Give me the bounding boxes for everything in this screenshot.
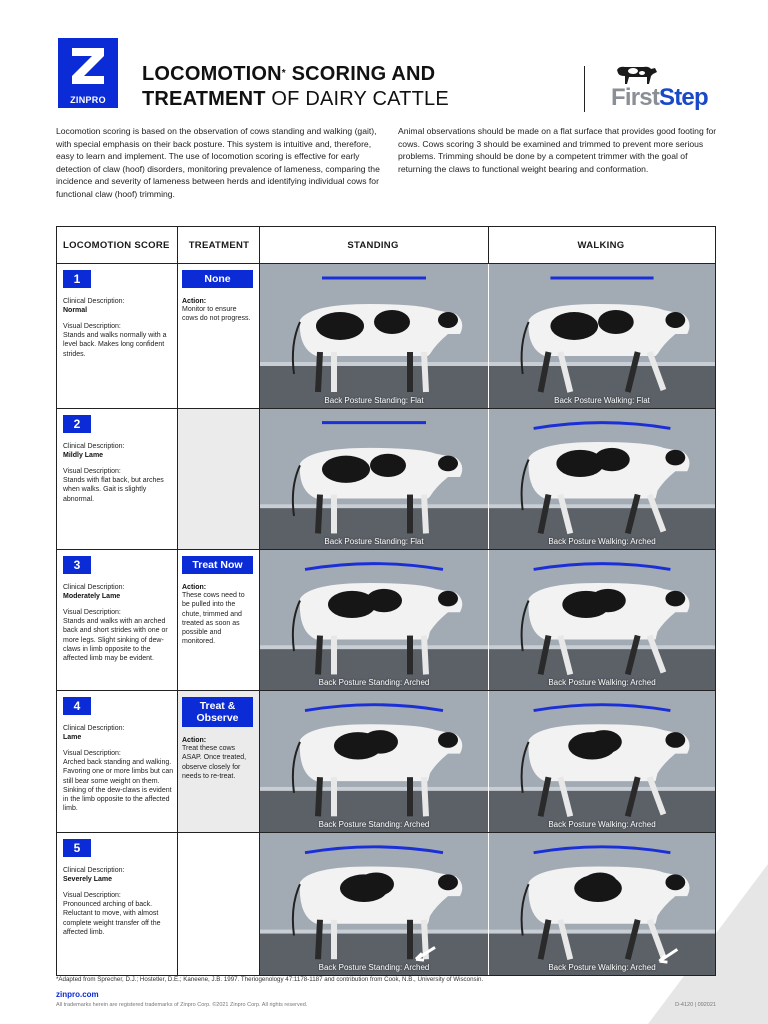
score-badge: 5 <box>63 839 91 857</box>
walking-caption: Back Posture Walking: Flat <box>554 396 650 405</box>
action-label: Action: <box>182 737 207 744</box>
standing-caption: Back Posture Standing: Flat <box>324 396 424 405</box>
action-label: Action: <box>182 298 207 305</box>
score-row-5 <box>57 832 715 975</box>
score-row-4 <box>57 690 715 832</box>
website-link[interactable]: zinpro.com <box>56 990 99 999</box>
treatment-badge: Treat & Observe <box>182 697 253 727</box>
standing-caption: Back Posture Standing: Arched <box>318 820 430 829</box>
clinical-description: Normal <box>63 307 88 314</box>
page-title: LOCOMOTION* SCORING AND TREATMENT OF DAIRY CATTLE <box>142 63 449 110</box>
walking-caption: Back Posture Walking: Arched <box>548 820 656 829</box>
score-badge: 4 <box>63 697 91 715</box>
walking-photo <box>489 409 715 549</box>
score-cell <box>57 833 177 975</box>
visual-label: Visual Description: <box>63 609 121 616</box>
visual-label: Visual Description: <box>63 750 121 757</box>
standing-caption: Back Posture Standing: Arched <box>318 963 430 972</box>
score-cell <box>57 264 177 408</box>
walking-photo <box>489 264 715 408</box>
clinical-label: Clinical Description: <box>63 298 125 305</box>
intro-right: Animal observations should be made on a flat surface that provides good footing for cows. Cows scoring 3 should be examined and trimmed to prevent more serious problems. Trimming should be done by a competent trimmer with the goal of returning the claws to functional weight bearing and conformation. <box>398 126 717 174</box>
score-cell <box>57 550 177 690</box>
visual-description: Stands and walks normally with a level back. Makes long confident strides. <box>63 332 167 358</box>
clinical-label: Clinical Description: <box>63 584 125 591</box>
header-treatment: TREATMENT <box>188 240 250 251</box>
visual-label: Visual Description: <box>63 892 121 899</box>
firststep-logo: FirstStep <box>611 64 715 114</box>
action-text: Monitor to ensure cows do not progress. <box>182 306 251 323</box>
treatment-cell <box>178 409 259 549</box>
standing-photo <box>260 409 488 549</box>
score-cell <box>57 409 177 549</box>
scoring-table <box>56 226 716 976</box>
zinpro-logo <box>58 38 118 108</box>
clinical-label: Clinical Description: <box>63 725 125 732</box>
walking-caption: Back Posture Walking: Arched <box>548 537 656 546</box>
clinical-description: Moderately Lame <box>63 593 121 600</box>
action-text: These cows need to be pulled into the chute, trimmed and treated as soon as possible and monitored. <box>182 592 245 646</box>
visual-description: Stands and walks with an arched back and short strides with one or more legs. Slight sinking of dew-claws in limb opposite to the affected limb may be evident. <box>63 618 168 663</box>
clinical-description: Severely Lame <box>63 876 113 883</box>
visual-label: Visual Description: <box>63 323 121 330</box>
action-text: Treat these cows ASAP. Once treated, observe closely for needs to re-treat. <box>182 745 247 780</box>
action-label: Action: <box>182 584 207 591</box>
cow-icon <box>615 64 659 86</box>
treatment-cell <box>178 691 259 832</box>
score-badge: 1 <box>63 270 91 288</box>
header-walking: WALKING <box>577 240 625 251</box>
standing-photo <box>260 833 488 975</box>
visual-label: Visual Description: <box>63 468 121 475</box>
walking-caption: Back Posture Walking: Arched <box>548 678 656 687</box>
table-header <box>57 227 715 264</box>
zinpro-z-icon <box>68 44 108 88</box>
walking-caption: Back Posture Walking: Arched <box>548 963 656 972</box>
score-badge: 2 <box>63 415 91 433</box>
score-badge: 3 <box>63 556 91 574</box>
standing-photo <box>260 264 488 408</box>
walking-photo <box>489 550 715 690</box>
score-row-2 <box>57 408 715 549</box>
header-standing: STANDING <box>347 240 399 251</box>
footnote: *Adapted from Sprecher, D.J.; Hostetler, D.E.; Kaneene, J.B. 1997. Theriogenology 47:1178-1187 and contribution from Cook, N.B., University of Wisconsin. <box>56 976 484 983</box>
visual-description: Stands with flat back, but arches when walks. Gait is slightly abnormal. <box>63 477 164 503</box>
score-row-3 <box>57 549 715 690</box>
standing-caption: Back Posture Standing: Flat <box>324 537 424 546</box>
treatment-cell <box>178 264 259 408</box>
document-id: D-4120 | 092021 <box>675 1002 716 1008</box>
treatment-badge: Treat Now <box>182 556 253 574</box>
header-divider <box>584 66 585 112</box>
header-score: LOCOMOTION SCORE <box>63 240 170 251</box>
visual-description: Pronounced arching of back. Reluctant to move, with almost complete weight transfer off the affected limb. <box>63 901 161 936</box>
clinical-description: Lame <box>63 734 82 741</box>
col-divider <box>488 227 489 264</box>
clinical-description: Mildly Lame <box>63 452 104 459</box>
treatment-cell <box>178 833 259 975</box>
standing-photo <box>260 691 488 832</box>
visual-description: Arched back standing and walking. Favoring one or more limbs but can still bear some weight on them. Sinking of the dew-claws is evident in the limb opposite to the affected limb. <box>63 759 174 813</box>
intro-left: Locomotion scoring is based on the observation of cows standing and walking (gait), with special emphasis on their back posture. This system is intuitive and, therefore, easy to learn and implement. The use of locomotion scoring is effective for early detection of claw (hoof) disorders, monitoring prevalence of lameness, comparing the incidence and severity of lameness between herds and identifying individual cows for functional claw (hoof) trimming. <box>56 126 380 199</box>
standing-photo <box>260 550 488 690</box>
treatment-badge: None <box>182 270 253 288</box>
trademark-notice: All trademarks herein are registered trademarks of Zinpro Corp. ©2021 Zinpro Corp. All rights reserved. <box>56 1002 308 1008</box>
clinical-label: Clinical Description: <box>63 867 125 874</box>
score-row-1 <box>57 264 715 408</box>
logo-text: ZINPRO <box>70 95 106 105</box>
walking-photo <box>489 833 715 975</box>
score-cell <box>57 691 177 832</box>
standing-caption: Back Posture Standing: Arched <box>318 678 430 687</box>
treatment-cell <box>178 550 259 690</box>
walking-photo <box>489 691 715 832</box>
clinical-label: Clinical Description: <box>63 443 125 450</box>
